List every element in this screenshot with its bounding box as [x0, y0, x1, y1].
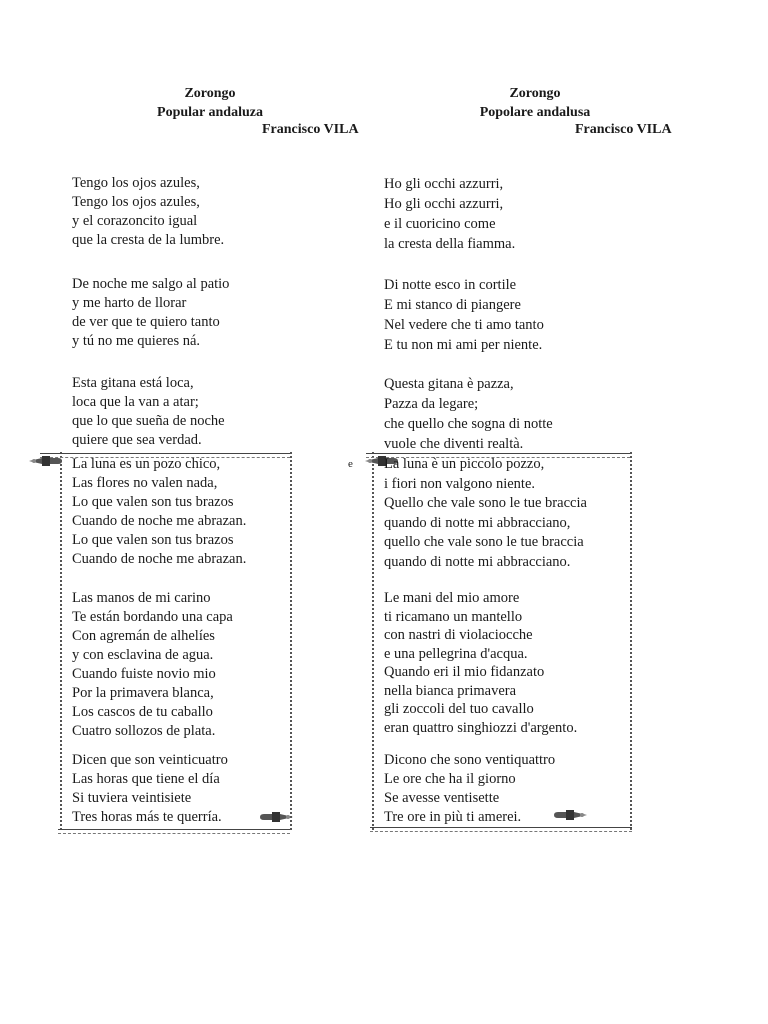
poem-line: Dicono che sono ventiquattro [384, 752, 556, 768]
poem-line: y tú no me quieres ná. [72, 333, 201, 349]
poem-line: la cresta della fiamma. [384, 236, 516, 252]
poem-line: Esta gitana está loca, [72, 375, 194, 391]
poem-line: La luna è un piccolo pozzo, [384, 456, 545, 472]
stanza [384, 751, 555, 827]
stanza [384, 275, 544, 355]
poem-line: Le mani del mio amore [384, 590, 520, 606]
stanza [384, 374, 553, 454]
poem-line: Ho gli occhi azzurri, [384, 176, 504, 192]
poem-line: Di notte esco in cortile [384, 277, 517, 293]
poem-line: Cuatro sollozos de plata. [72, 723, 216, 739]
poem-line: de ver que te quiero tanto [72, 314, 220, 330]
poem-line: vuole che diventi realtà. [384, 436, 524, 452]
frame-rule [370, 827, 632, 832]
poem-line: quando di notte mi abbracciano. [384, 553, 571, 570]
poem-line: que lo que sueña de noche [72, 413, 225, 429]
right-subtitle: Popolare andalusa [479, 105, 591, 120]
poem-line: Lo que valen son tus brazos [72, 532, 234, 548]
poem-line: e una pellegrina d'acqua. [384, 645, 528, 662]
poem-line: ti ricamano un mantello [384, 608, 523, 625]
poem-line: Tengo los ojos azules, [72, 194, 200, 210]
poem-line: Quando eri il mio fidanzato [384, 664, 545, 680]
pointing-hand-icon [552, 806, 588, 824]
poem-line: Cuando de noche me abrazan. [72, 513, 247, 529]
poem-line: quello che vale sono le tue braccia [384, 534, 584, 550]
poem-line: Ho gli occhi azzurri, [384, 196, 504, 212]
poem-line: eran quattro singhiozzi d'argento. [384, 719, 578, 736]
poem-line: Lo que valen son tus brazos [72, 494, 234, 510]
poem-line: che quello che sogna di notte [384, 416, 553, 432]
poem-line: Pazza da legare; [384, 396, 479, 412]
poem-line: Le ore che ha il giorno [384, 771, 516, 787]
margin-mark: e [348, 458, 353, 470]
stanza [384, 174, 515, 254]
right-author: Francisco VILA [575, 122, 672, 137]
poem-line: Tre ore in più ti amerei. [384, 809, 522, 825]
poem-line: e il cuoricino come [384, 216, 496, 232]
poem-line: Si tuviera veintisiete [72, 790, 192, 806]
left-author: Francisco VILA [262, 122, 359, 137]
poem-line: que la cresta de la lumbre. [72, 232, 225, 248]
left-title: Zorongo [184, 86, 236, 101]
poem-line: Nel vedere che ti amo tanto [384, 317, 544, 333]
poem-line: Tengo los ojos azules, [72, 175, 200, 191]
poem-line: y me harto de llorar [72, 295, 187, 311]
poem-line: Questa gitana è pazza, [384, 376, 514, 392]
poem-line: Quello che vale sono le tue braccia [384, 495, 587, 511]
poem-line: i fiori non valgono niente. [384, 475, 536, 492]
poem-line: Te están bordando una capa [72, 609, 233, 625]
poem-line: Las flores no valen nada, [72, 475, 218, 491]
stanza [72, 174, 224, 250]
poem-line: Los cascos de tu caballo [72, 704, 213, 720]
stanza [72, 374, 225, 450]
poem-line: Se avesse ventisette [384, 790, 500, 806]
poem-line: y con esclavina de agua. [72, 647, 214, 663]
stanza [72, 275, 229, 351]
poem-line: loca que la van a atar; [72, 394, 199, 410]
poem-line: Con agremán de alhelíes [72, 628, 215, 644]
pointing-hand-icon [258, 808, 294, 826]
poem-line: Tres horas más te querría. [72, 809, 222, 825]
poem-line: Las manos de mi carino [72, 590, 211, 606]
right-title: Zorongo [509, 86, 561, 101]
poem-line: E tu non mi ami per niente. [384, 337, 543, 353]
poem-line: Las horas que tiene el día [72, 771, 220, 787]
poem-line: De noche me salgo al patio [72, 276, 230, 292]
poem-line: y el corazoncito igual [72, 213, 198, 229]
left-subtitle: Popular andaluza [157, 105, 263, 120]
poem-line: E mi stanco di piangere [384, 297, 521, 313]
poem-line: quando di notte mi abbracciano, [384, 514, 571, 531]
stanza [384, 455, 587, 572]
poem-line: con nastri di violaciocche [384, 627, 533, 643]
poem-line: gli zoccoli del tuo cavallo [384, 701, 534, 717]
poem-line: La luna es un pozo chico, [72, 456, 221, 472]
stanza [72, 589, 233, 741]
poem-line: Cuando fuiste novio mio [72, 666, 216, 682]
poem-line: Por la primavera blanca, [72, 685, 214, 701]
poem-line: Cuando de noche me abrazan. [72, 551, 247, 567]
stanza [72, 751, 228, 827]
poem-line: quiere que sea verdad. [72, 432, 202, 448]
frame-rule [58, 829, 290, 834]
poem-line: nella bianca primavera [384, 682, 517, 699]
pointing-hand-icon [28, 452, 64, 470]
poem-line: Dicen que son veinticuatro [72, 752, 228, 768]
stanza [384, 589, 577, 737]
stanza [72, 455, 246, 569]
